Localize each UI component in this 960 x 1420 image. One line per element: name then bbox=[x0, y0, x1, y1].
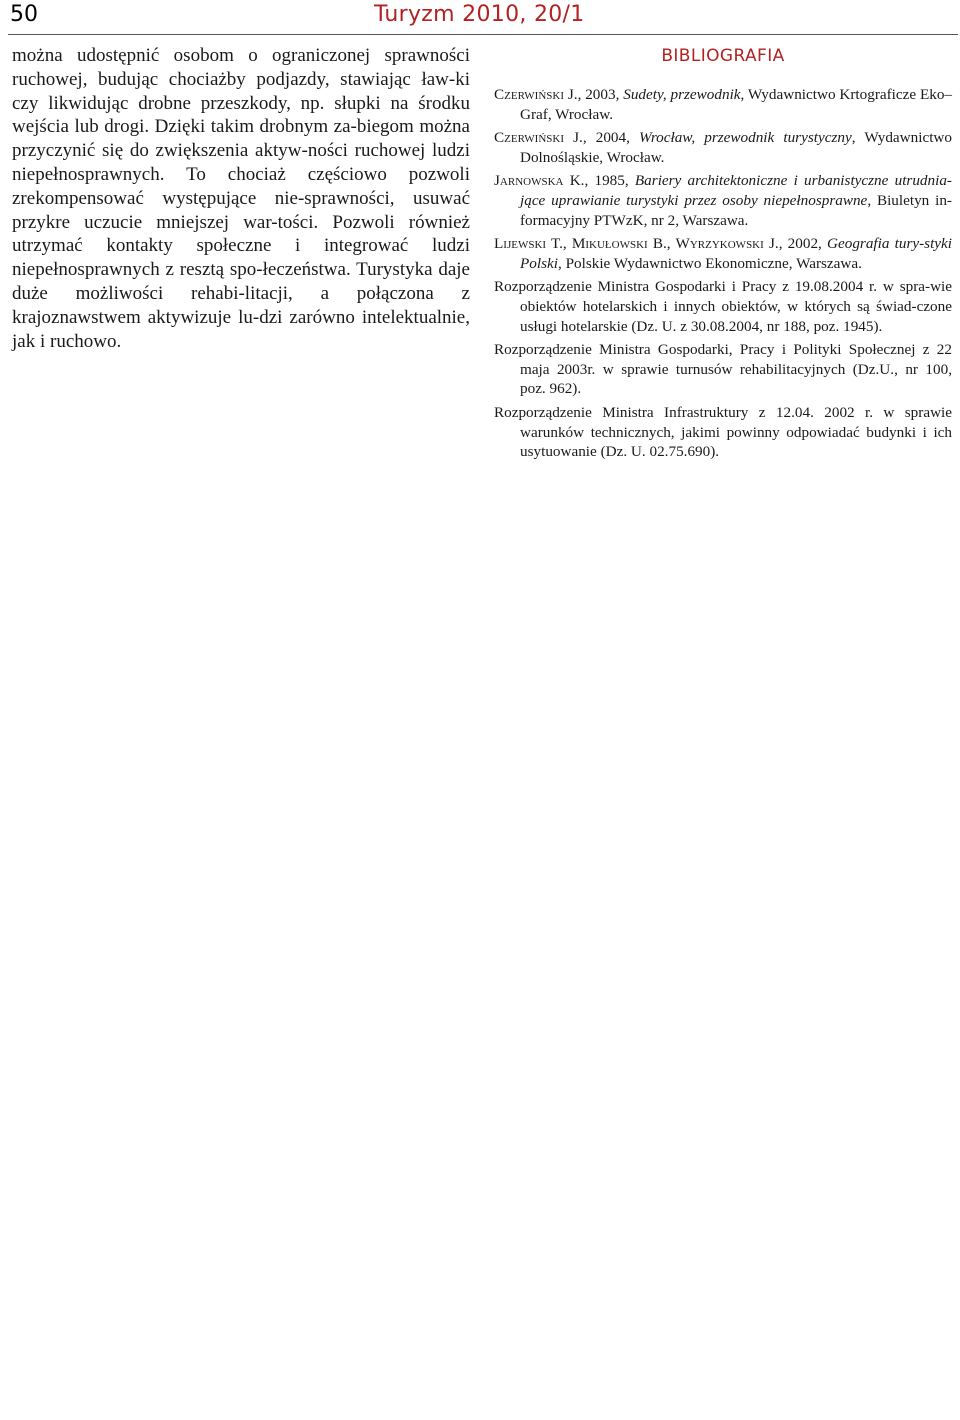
bibliography-entry bbox=[494, 85, 952, 124]
bibliography-entry bbox=[494, 128, 952, 167]
entry-publisher: , Polskie Wydawnictwo Ekonomiczne, Warszawa. bbox=[557, 254, 862, 272]
body-paragraph: można udostępnić osobom o ograniczonej sprawności ruchowej, budując chociażby podjazdy, stawiając ław-ki czy likwidując drobne przeszkody, np. słupki na środku wejścia lub drogi. Dzięki takim drobnym za-biegom można przyczynić się do zwiększenia aktyw-ności ruchowej ludzi niepełnosprawnych. To chociaż częściowo pozwoli zrekompensować występujące nie-sprawności, usuwać przykre uczucie mniejszej war-tości. Pozwoli również utrzymać kontakty społeczne i integrować ludzi niepełnosprawnych z resztą spo-łeczeństwa. Turystyka daje duże możliwości rehabi-litacji, a połączona z krajoznawstwem aktywizuje lu-dzi zarówno intelektualnie, jak i ruchowo. bbox=[12, 45, 470, 352]
entry-year: , 1985, bbox=[584, 172, 635, 190]
entry-authors: Czerwiński J. bbox=[494, 86, 578, 103]
entry-year: , 2002, bbox=[778, 235, 828, 253]
header-rule bbox=[8, 34, 958, 35]
entry-title: Sudety, przewodnik bbox=[623, 86, 741, 103]
page-header bbox=[0, 0, 960, 36]
entry-authors: Lijewski T., Mikułowski B., Wyrzykowski J. bbox=[494, 235, 779, 253]
page-number: 50 bbox=[10, 2, 38, 27]
bibliography-entry: Rozporządzenie Ministra Infrastruktury z 12.04. 2002 r. w sprawie warunków technicznych, jakimi powinny odpowiadać budynki i ich usytuowanie (Dz. U. 02.75.690). bbox=[494, 403, 952, 461]
bibliography-entry bbox=[494, 171, 952, 230]
entry-publisher: , Biuletyn in-formacyjny PTWzK, nr 2, Warszawa. bbox=[520, 191, 952, 229]
bibliography-heading: BIBLIOGRAFIA bbox=[661, 46, 785, 66]
bibliography-section bbox=[494, 46, 952, 466]
entry-authors: Czerwiński J. bbox=[494, 129, 583, 147]
bibliography-entry bbox=[494, 234, 952, 273]
entry-publisher: , Wydawnictwo Dolnośląskie, Wrocław. bbox=[520, 129, 952, 166]
journal-title: Turyzm 2010, 20/1 bbox=[374, 2, 585, 27]
entry-year: , 2003, bbox=[577, 86, 624, 103]
bibliography-entry: Rozporządzenie Ministra Gospodarki, Pracy i Polityki Społecznej z 22 maja 2003r. w sprawie turnusów rehabilitacyjnych (Dz.U., nr 100, poz. 962). bbox=[494, 341, 952, 398]
main-text-column bbox=[12, 44, 470, 353]
entry-year: , 2004, bbox=[582, 129, 640, 147]
bibliography-list bbox=[494, 85, 952, 462]
entry-title: Bariery architektoniczne i urbanistyczne utrudnia-jące uprawianie turystyki przez osoby niepełnosprawne bbox=[520, 172, 952, 209]
entry-authors: Jarnowska K. bbox=[494, 172, 585, 190]
bibliography-entry: Rozporządzenie Ministra Gospodarki i Pracy z 19.08.2004 r. w spra-wie obiektów hotelarskich i innych obiektów, w których są świad-czone usługi hotelarskie (Dz. U. z 30.08.2004, nr 188, poz. 1945). bbox=[494, 278, 952, 335]
entry-title: Wrocław, przewodnik turystyczny bbox=[639, 129, 852, 147]
entry-title: Geografia tury-styki Polski bbox=[520, 235, 952, 272]
entry-publisher: , Wydawnictwo Krtograficze Eko–Graf, Wrocław. bbox=[520, 86, 953, 123]
